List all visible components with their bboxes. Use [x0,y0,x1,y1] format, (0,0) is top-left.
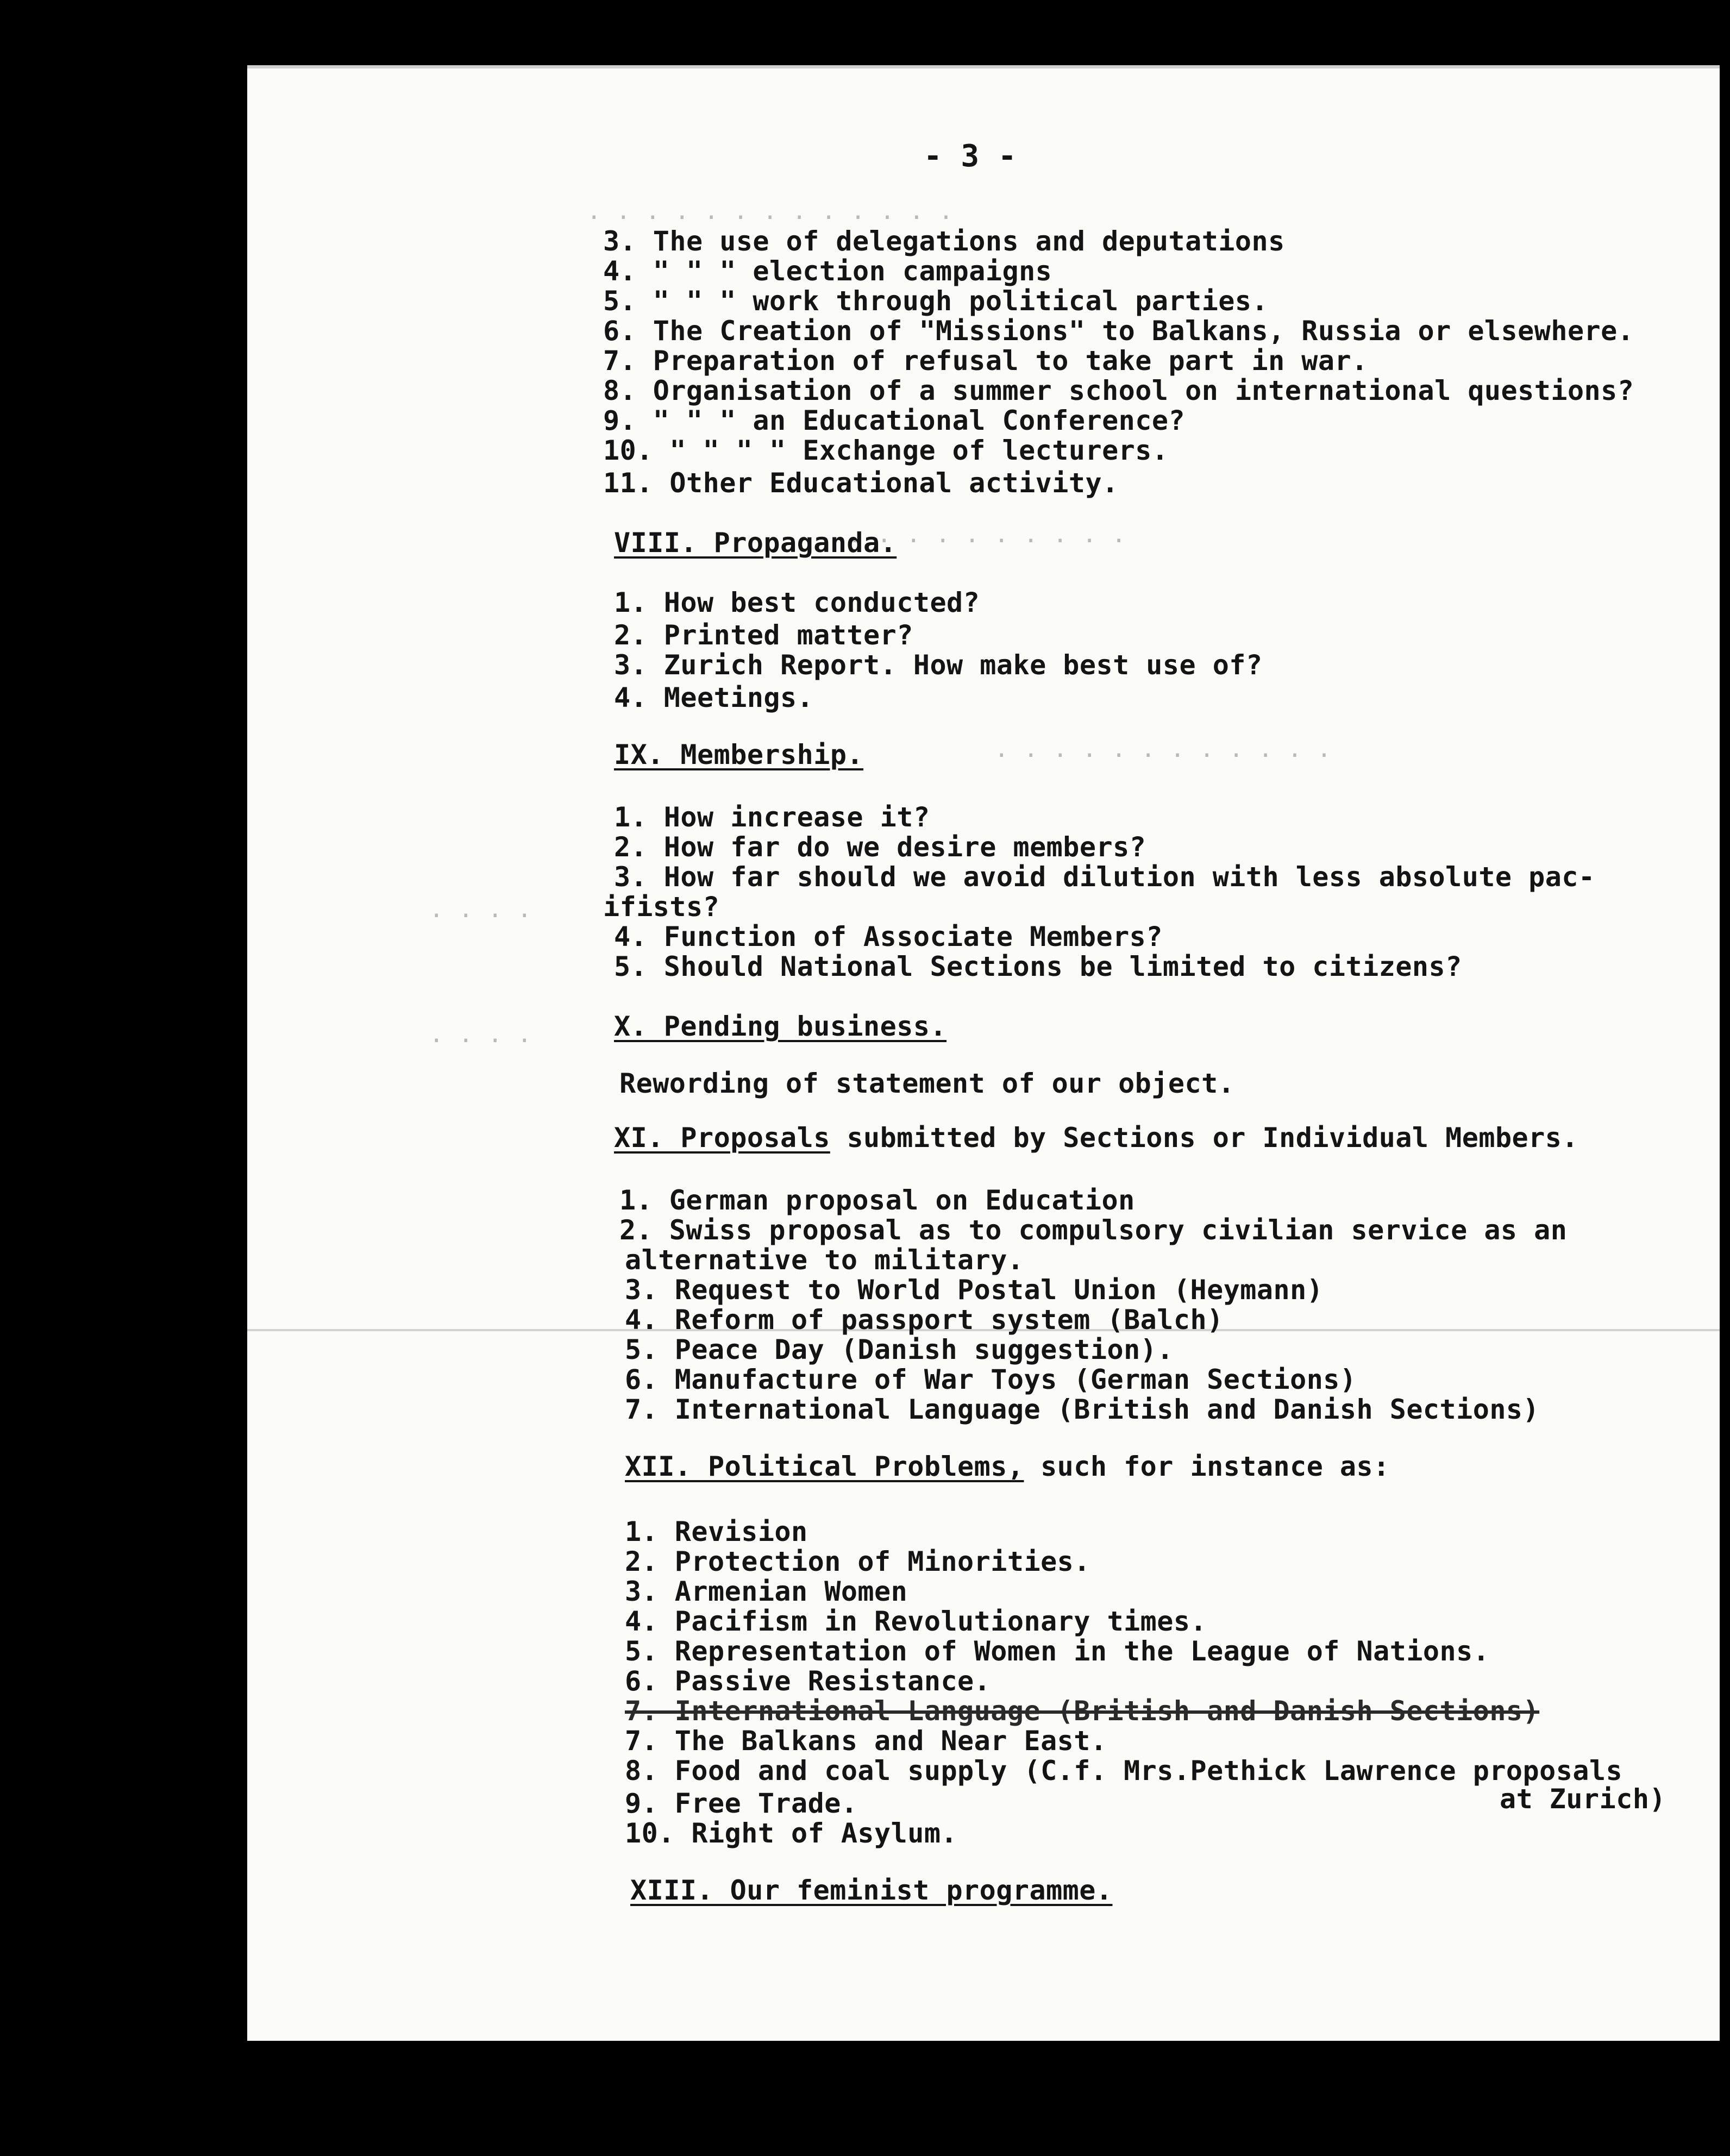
list-item: 3. Armenian Women [625,1576,908,1607]
list-item: 5. Representation of Women in the League of Nations. [625,1635,1490,1667]
bleed-through: · · · · [429,902,532,930]
section-heading-membership: IX. Membership. [614,739,864,770]
list-item: 2. Protection of Minorities. [625,1546,1090,1577]
list-item-continuation: at Zurich) [1500,1783,1666,1815]
list-item: 8. Organisation of a summer school on international questions? [603,375,1634,406]
list-item: 3. Zurich Report. How make best use of? [614,649,1263,681]
list-item: 4. " " " election campaigns [603,255,1052,287]
heading-underlined: XII. Political Problems, [625,1451,1024,1482]
list-item: 7. Preparation of refusal to take part in war. [603,345,1368,377]
struck-out-line: 7. International Language (British and Danish Sections) [625,1695,1540,1727]
list-item: 10. Right of Asylum. [625,1817,958,1849]
list-item: 3. How far should we avoid dilution with less absolute pac- [614,861,1595,893]
list-item: 5. Should National Sections be limited to citizens? [614,951,1462,982]
list-item: 1. Revision [625,1516,808,1547]
bleed-through: · · · · · · · · · · [848,527,1126,555]
list-item: 4. Pacifism in Revolutionary times. [625,1606,1207,1637]
list-item: Rewording of statement of our object. [619,1068,1235,1099]
list-item: 2. Swiss proposal as to compulsory civilian service as an [619,1214,1568,1246]
list-item: 7. International Language (British and Danish Sections) [625,1394,1540,1425]
list-item: 1. How best conducted? [614,587,980,618]
heading-rest: submitted by Sections or Individual Members. [830,1122,1578,1154]
list-item: 11. Other Educational activity. [603,467,1119,499]
list-item: 6. Passive Resistance. [625,1665,991,1697]
list-item: 2. How far do we desire members? [614,831,1146,863]
list-item: 9. Free Trade. [625,1788,858,1819]
list-item: 2. Printed matter? [614,619,913,651]
heading-underlined: XI. Proposals [614,1122,830,1154]
list-item: 5. " " " work through political parties. [603,285,1269,317]
list-item: 4. Function of Associate Members? [614,921,1163,952]
list-item: 10. " " " " Exchange of lecturers. [603,435,1169,466]
section-heading-feminist-programme: XIII. Our feminist programme. [630,1875,1113,1906]
heading-rest: such for instance as: [1024,1451,1390,1482]
list-item: 9. " " " an Educational Conference? [603,405,1186,436]
list-item: 5. Peace Day (Danish suggestion). [625,1334,1174,1365]
bleed-through: · · · · [429,1027,532,1055]
list-item: 1. How increase it? [614,801,930,833]
bleed-through: · · · · · · · · · · · · [994,742,1332,769]
list-item: 1. German proposal on Education [619,1184,1135,1216]
list-item: 6. The Creation of "Missions" to Balkans, Russia or elsewhere. [603,315,1634,347]
list-item: 6. Manufacture of War Toys (German Sections) [625,1364,1357,1395]
list-item: ifists? [603,891,720,923]
list-item: 3. The use of delegations and deputations [603,225,1285,257]
section-heading-political-problems [625,1451,1390,1482]
list-item: 7. The Balkans and Near East. [625,1725,1107,1757]
list-item: 4. Reform of passport system (Balch) [625,1304,1224,1336]
list-item: 3. Request to World Postal Union (Heymann) [625,1274,1324,1306]
list-item: 8. Food and coal supply (C.f. Mrs.Pethick Lawrence proposals [625,1755,1623,1787]
section-heading-proposals [614,1122,1578,1154]
section-heading-propaganda: VIII. Propaganda. [614,527,897,559]
section-heading-pending-business: X. Pending business. [614,1011,947,1042]
list-item: alternative to military. [625,1244,1024,1276]
page-number: - 3 - [924,139,1017,174]
bleed-through: · · · · · · · · · · · · · [587,204,954,231]
list-item: 4. Meetings. [614,682,814,713]
